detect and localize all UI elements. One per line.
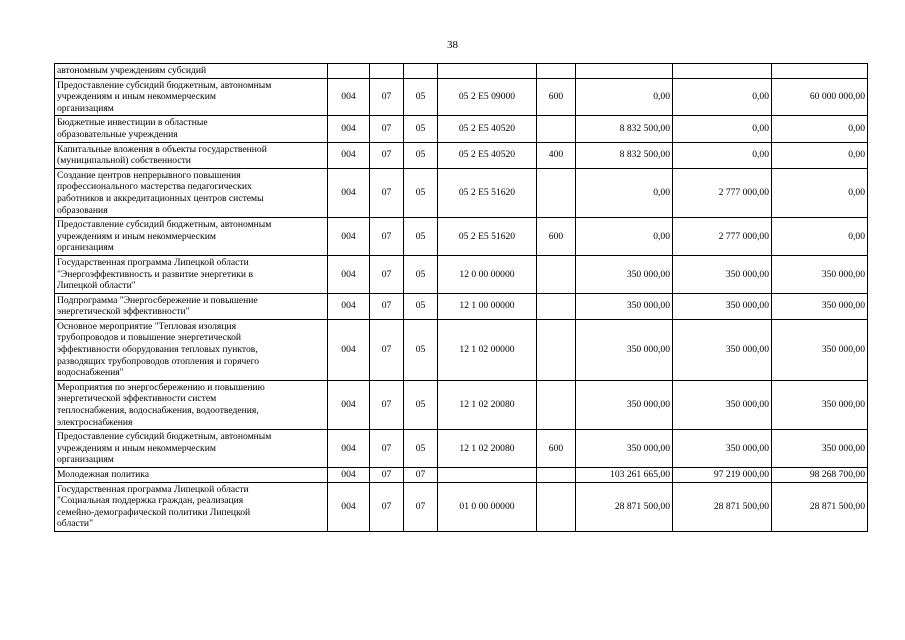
target-article-cell: 12 1 02 00000 [438, 319, 537, 380]
item-name-cell [55, 218, 328, 256]
amount-year2-cell: 0,00 [673, 116, 772, 142]
amount-year1-cell: 103 261 665,00 [576, 468, 673, 483]
subsection-cell: 05 [404, 255, 438, 293]
target-article-cell: 12 1 00 00000 [438, 293, 537, 319]
expense-type-cell [537, 255, 576, 293]
item-name-line: Липецкой области" [57, 280, 136, 292]
item-name-line: Мероприятия по энергосбережению и повышению [57, 381, 265, 393]
target-article-cell [438, 468, 537, 483]
amount-year2-cell: 0,00 [673, 78, 772, 116]
item-name-line: области" [57, 518, 93, 530]
amount-year2-cell: 350 000,00 [673, 380, 772, 429]
table-row [55, 168, 868, 217]
admin-code-cell: 004 [328, 430, 370, 468]
section-cell: 07 [370, 380, 404, 429]
table-row [55, 319, 868, 380]
item-name-line: трубопроводов и повышение энергетической [57, 332, 242, 344]
item-name-cell [55, 142, 328, 168]
amount-year1-cell: 8 832 500,00 [576, 116, 673, 142]
target-article-cell: 05 2 E5 40520 [438, 116, 537, 142]
item-name-cell [55, 116, 328, 142]
expense-type-cell: 400 [537, 142, 576, 168]
section-cell: 07 [370, 319, 404, 380]
table-row [55, 64, 868, 79]
amount-year1-cell: 0,00 [576, 168, 673, 217]
amount-year2-cell: 350 000,00 [673, 293, 772, 319]
budget-table [54, 63, 868, 532]
admin-code-cell: 004 [328, 482, 370, 531]
item-name-line: учреждениям и иным некоммерческим [57, 230, 216, 242]
item-name-line: разводящих трубопроводов отопления и горячего [57, 355, 260, 367]
expense-type-cell [537, 64, 576, 79]
item-name-line: организациям [57, 102, 114, 114]
admin-code-cell: 004 [328, 293, 370, 319]
amount-year2-cell: 350 000,00 [673, 319, 772, 380]
amount-year3-cell: 0,00 [772, 168, 868, 217]
admin-code-cell: 004 [328, 468, 370, 483]
amount-year1-cell: 350 000,00 [576, 293, 673, 319]
amount-year3-cell: 350 000,00 [772, 380, 868, 429]
item-name-cell [55, 255, 328, 293]
amount-year1-cell: 28 871 500,00 [576, 482, 673, 531]
amount-year3-cell: 350 000,00 [772, 293, 868, 319]
admin-code-cell: 004 [328, 255, 370, 293]
item-name-line: энергетической эффективности систем [57, 393, 217, 405]
amount-year3-cell: 350 000,00 [772, 255, 868, 293]
admin-code-cell: 004 [328, 168, 370, 217]
subsection-cell: 05 [404, 430, 438, 468]
expense-type-cell [537, 482, 576, 531]
table-row [55, 293, 868, 319]
section-cell: 07 [370, 468, 404, 483]
section-cell: 07 [370, 255, 404, 293]
amount-year2-cell: 97 219 000,00 [673, 468, 772, 483]
amount-year3-cell: 350 000,00 [772, 319, 868, 380]
expense-type-cell [537, 380, 576, 429]
amount-year2-cell: 350 000,00 [673, 430, 772, 468]
item-name-line: Предоставление субсидий бюджетным, автономным [57, 79, 272, 91]
amount-year3-cell [772, 64, 868, 79]
section-cell: 07 [370, 78, 404, 116]
table-row [55, 116, 868, 142]
item-name-line: учреждениям и иным некоммерческим [57, 91, 216, 103]
item-name-line: организациям [57, 242, 114, 254]
section-cell: 07 [370, 482, 404, 531]
subsection-cell: 07 [404, 482, 438, 531]
item-name-cell [55, 482, 328, 531]
amount-year1-cell: 350 000,00 [576, 255, 673, 293]
table-row [55, 468, 868, 483]
subsection-cell: 05 [404, 142, 438, 168]
item-name-line: Создание центров непрерывного повышения [57, 169, 241, 181]
amount-year1-cell: 0,00 [576, 78, 673, 116]
amount-year3-cell: 0,00 [772, 142, 868, 168]
amount-year3-cell: 28 871 500,00 [772, 482, 868, 531]
item-name-line: образования [57, 204, 108, 216]
item-name-line: автономным учреждениям субсидий [57, 65, 207, 76]
item-name-line: Бюджетные инвестиции в областные [57, 117, 208, 129]
table-row [55, 255, 868, 293]
item-name-line: Основное мероприятие "Тепловая изоляция [57, 320, 237, 332]
amount-year2-cell: 350 000,00 [673, 255, 772, 293]
amount-year3-cell: 0,00 [772, 116, 868, 142]
item-name-line: учреждениям и иным некоммерческим [57, 442, 216, 454]
amount-year1-cell [576, 64, 673, 79]
table-row [55, 380, 868, 429]
amount-year3-cell: 98 268 700,00 [772, 468, 868, 483]
target-article-cell: 05 2 E5 51620 [438, 218, 537, 256]
item-name-cell [55, 380, 328, 429]
admin-code-cell: 004 [328, 319, 370, 380]
amount-year1-cell: 350 000,00 [576, 430, 673, 468]
admin-code-cell: 004 [328, 218, 370, 256]
item-name-line: работников и аккредитационных центров системы [57, 192, 264, 204]
amount-year3-cell: 60 000 000,00 [772, 78, 868, 116]
item-name-line: Предоставление субсидий бюджетным, автономным [57, 219, 272, 231]
item-name-cell [55, 293, 328, 319]
item-name-line: Подпрограмма "Энергосбережение и повышение [57, 294, 258, 306]
item-name-line: Молодежная политика [57, 469, 150, 480]
item-name-line: электроснабжения [57, 416, 133, 428]
expense-type-cell: 600 [537, 430, 576, 468]
amount-year2-cell: 2 777 000,00 [673, 168, 772, 217]
expense-type-cell: 600 [537, 218, 576, 256]
item-name-line: водоснабжения" [57, 367, 124, 379]
item-name-cell [55, 468, 328, 483]
expense-type-cell: 600 [537, 78, 576, 116]
item-name-cell [55, 430, 328, 468]
section-cell: 07 [370, 218, 404, 256]
admin-code-cell: 004 [328, 380, 370, 429]
expense-type-cell [537, 319, 576, 380]
subsection-cell: 05 [404, 319, 438, 380]
item-name-line: Предоставление субсидий бюджетным, автономным [57, 431, 272, 443]
amount-year3-cell: 0,00 [772, 218, 868, 256]
item-name-line: эффективности оборудования тепловых пунктов, [57, 344, 258, 356]
expense-type-cell [537, 293, 576, 319]
amount-year2-cell: 0,00 [673, 142, 772, 168]
subsection-cell: 05 [404, 168, 438, 217]
item-name-line: образовательные учреждения [57, 128, 178, 140]
amount-year1-cell: 0,00 [576, 218, 673, 256]
item-name-cell [55, 78, 328, 116]
subsection-cell: 05 [404, 78, 438, 116]
target-article-cell: 05 2 E5 51620 [438, 168, 537, 217]
item-name-line: организациям [57, 454, 114, 466]
section-cell: 07 [370, 168, 404, 217]
target-article-cell [438, 64, 537, 79]
subsection-cell [404, 64, 438, 79]
admin-code-cell [328, 64, 370, 79]
item-name-line: "Социальная поддержка граждан, реализация [57, 495, 244, 507]
target-article-cell: 12 1 02 20080 [438, 380, 537, 429]
item-name-line: профессионального мастерства педагогических [57, 181, 252, 193]
item-name-line: Государственная программа Липецкой области [57, 483, 249, 495]
item-name-line: "Энергоэффективность и развитие энергетики в [57, 268, 253, 280]
section-cell: 07 [370, 116, 404, 142]
item-name-line: энергетической эффективности" [57, 306, 190, 318]
table-row [55, 430, 868, 468]
amount-year2-cell: 2 777 000,00 [673, 218, 772, 256]
amount-year1-cell: 350 000,00 [576, 380, 673, 429]
section-cell: 07 [370, 142, 404, 168]
item-name-cell [55, 64, 328, 79]
section-cell: 07 [370, 430, 404, 468]
admin-code-cell: 004 [328, 116, 370, 142]
table-row [55, 482, 868, 531]
item-name-line: (муниципальной) собственности [57, 155, 191, 167]
amount-year2-cell [673, 64, 772, 79]
item-name-line: Капитальные вложения в объекты государственной [57, 143, 267, 155]
section-cell [370, 64, 404, 79]
subsection-cell: 07 [404, 468, 438, 483]
table-row [55, 78, 868, 116]
table-row [55, 218, 868, 256]
item-name-line: теплоснабжения, водоснабжения, водоотведения, [57, 405, 259, 417]
subsection-cell: 05 [404, 218, 438, 256]
amount-year3-cell: 350 000,00 [772, 430, 868, 468]
amount-year1-cell: 8 832 500,00 [576, 142, 673, 168]
target-article-cell: 05 2 E5 40520 [438, 142, 537, 168]
target-article-cell: 12 0 00 00000 [438, 255, 537, 293]
amount-year2-cell: 28 871 500,00 [673, 482, 772, 531]
table-row [55, 142, 868, 168]
item-name-cell [55, 168, 328, 217]
subsection-cell: 05 [404, 116, 438, 142]
admin-code-cell: 004 [328, 142, 370, 168]
section-cell: 07 [370, 293, 404, 319]
item-name-line: семейно-демографической политики Липецкой [57, 506, 251, 518]
target-article-cell: 05 2 E5 09000 [438, 78, 537, 116]
amount-year1-cell: 350 000,00 [576, 319, 673, 380]
subsection-cell: 05 [404, 293, 438, 319]
item-name-cell [55, 319, 328, 380]
admin-code-cell: 004 [328, 78, 370, 116]
target-article-cell: 12 1 02 20080 [438, 430, 537, 468]
expense-type-cell [537, 168, 576, 217]
expense-type-cell [537, 116, 576, 142]
page-number: 38 [447, 39, 458, 51]
target-article-cell: 01 0 00 00000 [438, 482, 537, 531]
item-name-line: Государственная программа Липецкой области [57, 256, 249, 268]
expense-type-cell [537, 468, 576, 483]
subsection-cell: 05 [404, 380, 438, 429]
